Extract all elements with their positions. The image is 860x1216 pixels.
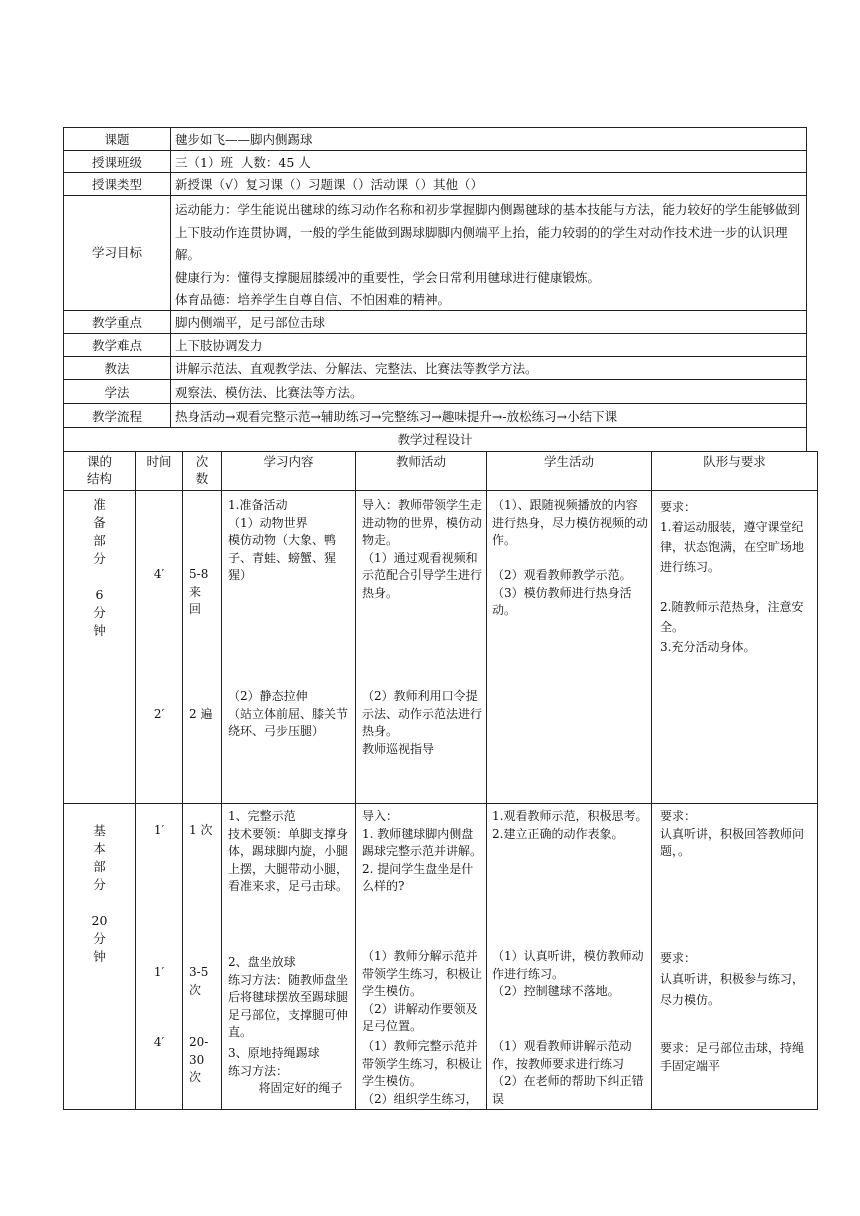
basic-teacher-1: 导入： 1. 教师毽球脚内侧盘踢球完整示范并讲解。 2. 提问学生盘坐是什么样的?: [362, 809, 483, 893]
goal-sports-morality: 体育品德：培养学生自尊自信、不怕困难的精神。: [175, 292, 451, 307]
prep-time-2: 2′: [153, 707, 165, 721]
row-value-teaching-method: 讲解示范法、直观教学法、分解法、完整法、比赛法等教学方法。: [175, 361, 538, 376]
basic-requirement-2: 要求： 认真听讲，积极参与练习，尽力模仿。: [660, 951, 805, 1007]
prep-count-2: 2 遍: [189, 707, 213, 721]
row-label-type: 授课类型: [91, 177, 142, 192]
row-label-flow: 教学流程: [91, 409, 142, 424]
header-time: 时间: [146, 454, 172, 469]
basic-requirement-3: 要求：足弓部位击球，持绳手固定端平: [660, 1041, 805, 1073]
header-teacher: 教师活动: [395, 454, 446, 469]
basic-count-2: 3-5 次: [189, 965, 209, 997]
row-label-teaching-method: 教法: [104, 361, 130, 376]
prep-content-2: （2）静态拉伸 （站立体前屈、膝关节绕环、弓步压腿）: [228, 689, 349, 738]
basic-content-3: 3、原地持绳踢球 练习方法： 将固定好的绳子: [228, 1046, 343, 1095]
basic-student-2: （1）认真听讲，模仿教师动作进行练习。 （2）控制毽球不落地。: [492, 949, 644, 998]
row-value-difficulty: 上下肢协调发力: [175, 338, 263, 353]
basic-content-1: 1、完整示范 技术要领：单脚支撑身体，踢球脚内旋，小腿上摆，大腿带动小腿，看准来求，足弓击球。: [228, 809, 349, 893]
row-value-topic: 毽步如飞——脚内侧踢球: [175, 132, 313, 147]
row-value-learning-method: 观察法、模仿法、比赛法等方法。: [175, 385, 363, 400]
basic-teacher-3: （1）教师完整示范并带领学生练习，积极让学生模仿。 （2）组织学生练习，: [362, 1039, 483, 1106]
row-label-learning-method: 学法: [104, 385, 130, 400]
basic-student-3: （1）观看教师讲解示范动作，按教师要求进行练习 （2）在老师的帮助下纠正错误: [492, 1039, 644, 1106]
header-structure: 课的 结构: [86, 454, 112, 486]
design-title: 教学过程设计: [397, 432, 473, 447]
header-student: 学生活动: [543, 454, 594, 469]
basic-time-3: 4′: [153, 1035, 165, 1049]
basic-time-2: 1′: [153, 965, 165, 979]
basic-teacher-2: （1）教师分解示范并带领学生练习，积极让学生模仿。 （2）讲解动作要领及足弓位置。: [362, 949, 483, 1033]
prep-requirement-1: 要求： 1.着运动服装，遵守课堂纪律，状态饱满，在空旷场地进行练习。 2.随教师示范热身，注意安全。 3.充分活动身体。: [660, 500, 805, 654]
prep-teacher-2: （2）教师利用口令提示法、动作示范法进行热身。 教师巡视指导: [362, 689, 483, 756]
basic-count-3: 20- 30 次: [189, 1035, 209, 1084]
row-label-topic: 课题: [104, 132, 130, 147]
row-label-goals: 学习目标: [91, 245, 142, 260]
header-content: 学习内容: [263, 454, 314, 469]
prep-structure: 准 备 部 分 6 分 钟: [93, 497, 106, 638]
row-value-class: 三（1）班 人数：45 人: [175, 155, 311, 170]
prep-time-1: 4′: [153, 567, 165, 581]
header-count: 次 数: [195, 454, 209, 486]
row-value-goals: [175, 199, 803, 312]
basic-content-2: 2、盘坐放球 练习方法：随教师盘坐后将毽球摆放至踢球腿足弓部位，支撑腿可伸直。: [228, 955, 349, 1039]
row-value-type: 新授课（√）复习课（）习题课（）活动课（）其他（）: [175, 177, 483, 192]
header-formation: 队形与要求: [703, 454, 766, 469]
row-value-key-point: 脚内侧端平，足弓部位击球: [175, 315, 326, 330]
goal-motor-ability: 运动能力：学生能说出毽球的练习动作名称和初步掌握脚内侧踢毽球的基本技能与方法，能力较好的学生能够做到上下肢动作连贯协调，一般的学生能做到踢球脚脚内侧端平上抬，能力较弱的的学生对动作技术进一步的认识理解。: [175, 202, 801, 262]
basic-time-1: 1′: [153, 823, 165, 837]
goal-health-behavior: 健康行为：懂得支撑腿屈膝缓冲的重要性，学会日常利用毽球进行健康锻炼。: [175, 269, 601, 285]
basic-student-1: 1.观看教师示范，积极思考。 2.建立正确的动作表象。: [492, 809, 648, 841]
row-label-key-point: 教学重点: [91, 315, 142, 330]
basic-count-1: 1 次: [189, 823, 213, 837]
prep-count-1: 5-8 来 回: [189, 567, 209, 616]
prep-student-1: （1）、跟随视频播放的内容进行热身，尽力模仿视频的动作。 （2）观看教师教学示范。 （3）模仿教师进行热身活动。: [492, 498, 649, 617]
row-label-class: 授课班级: [91, 155, 142, 170]
basic-requirement-1: 要求： 认真听讲，积极回答教师问题，。: [660, 809, 805, 858]
row-value-flow: 热身活动→观看完整示范→辅助练习→完整练习→趣味提升→-放松练习→小结下课: [175, 409, 618, 424]
prep-teacher-1: 导入：教师带领学生走进动物的世界，模仿动物走。 （1）通过观看视频和示范配合引导学生进行热身。: [362, 498, 483, 600]
prep-content-1: 1.准备活动 （1）动物世界 模仿动物（大象、鸭子、青蛙、螃蟹、猩猩）: [228, 498, 337, 582]
basic-structure: 基 本 部 分 20 分 钟: [91, 823, 108, 964]
row-label-difficulty: 教学难点: [91, 338, 142, 353]
